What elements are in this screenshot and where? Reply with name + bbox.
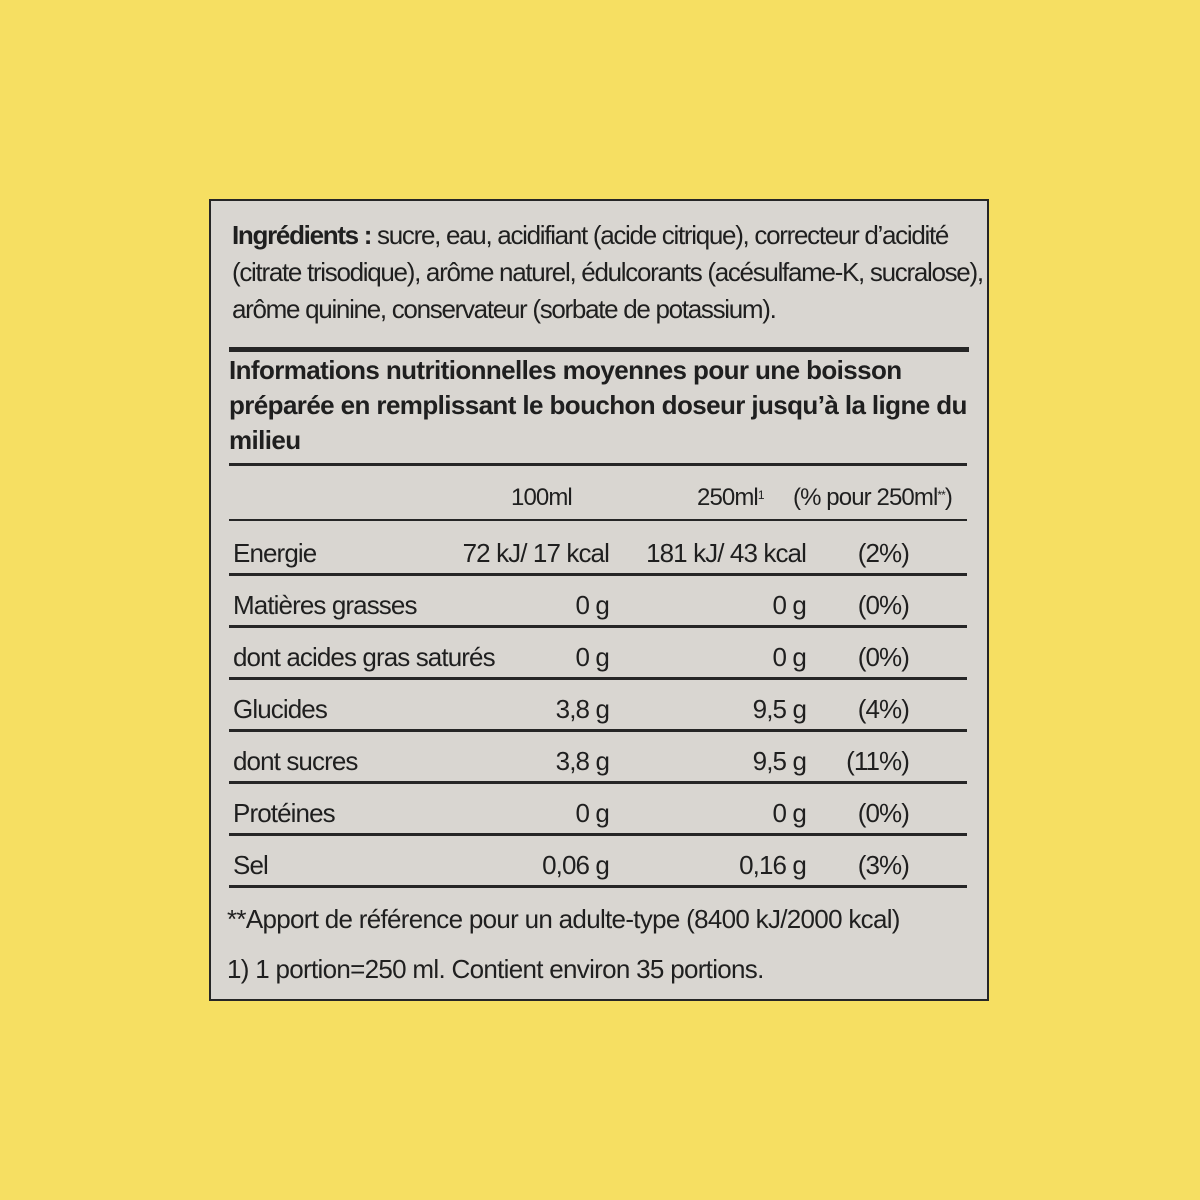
- row-value-250ml: 0 g: [772, 590, 806, 620]
- reference-footnote: **Apport de référence pour un adulte-type (8400 kJ/2000 kcal): [227, 904, 900, 934]
- row-divider: [229, 729, 967, 732]
- row-label: Protéines: [233, 798, 335, 828]
- nutrition-label: [209, 199, 989, 1001]
- row-value-250ml: 0 g: [772, 798, 806, 828]
- row-divider: [229, 833, 967, 836]
- ingredients-title: Ingrédients :: [232, 220, 372, 250]
- row-value-percent: (0%): [857, 590, 909, 620]
- columns-divider: [229, 519, 967, 521]
- row-value-250ml: 9,5 g: [752, 694, 806, 724]
- row-value-250ml: 0,16 g: [739, 850, 806, 880]
- footnote-marker-2: **: [937, 488, 945, 502]
- footnote-marker-1: 1: [757, 488, 764, 502]
- row-value-250ml: 9,5 g: [752, 746, 806, 776]
- ingredients-block: [232, 217, 984, 328]
- column-header-100ml: 100ml: [511, 484, 572, 511]
- portion-footnote: 1) 1 portion=250 ml. Contient environ 35 portions.: [227, 954, 764, 984]
- nutrition-title: Informations nutritionnelles moyennes pour une boisson préparée en remplissant le bouchon doseur jusqu’à la ligne du milieu: [229, 355, 967, 455]
- column-header-percent: (% pour 250ml**): [793, 484, 953, 511]
- row-value-250ml: 0 g: [772, 642, 806, 672]
- row-label: Energie: [233, 538, 317, 568]
- row-value-250ml: 181 kJ/ 43 kcal: [646, 538, 806, 568]
- row-value-percent: (4%): [857, 694, 909, 724]
- row-label: dont sucres: [233, 746, 358, 776]
- row-value-100ml: 0,06 g: [542, 850, 609, 880]
- row-value-100ml: 3,8 g: [555, 746, 609, 776]
- row-label: Sel: [233, 850, 268, 880]
- column-header-250ml: $250ml^1$: [697, 484, 764, 511]
- row-value-percent: (2%): [857, 538, 909, 568]
- row-divider: [229, 573, 967, 576]
- row-value-100ml: 0 g: [575, 642, 609, 672]
- thick-divider: [229, 347, 969, 352]
- ingredients-text: sucre, eau, acidifiant (acide citrique), correcteur d’acidité (citrate trisodique), arôme naturel, édulcorants (acésulfame-K, sucralose), arôme quinine, conservateur (sorbate de potassium).: [232, 220, 983, 324]
- row-divider: [229, 781, 967, 784]
- header-divider: [229, 463, 967, 466]
- row-divider: [229, 625, 967, 628]
- row-label: Matières grasses: [233, 590, 417, 620]
- row-value-100ml: 72 kJ/ 17 kcal: [462, 538, 609, 568]
- row-value-100ml: 0 g: [575, 590, 609, 620]
- row-value-percent: (0%): [857, 798, 909, 828]
- row-value-100ml: 3,8 g: [555, 694, 609, 724]
- row-value-percent: (3%): [857, 850, 909, 880]
- row-value-percent: (0%): [857, 642, 909, 672]
- row-label: Glucides: [233, 694, 327, 724]
- row-value-100ml: 0 g: [575, 798, 609, 828]
- row-value-percent: (11%): [846, 746, 909, 776]
- row-divider: [229, 885, 967, 888]
- row-divider: [229, 677, 967, 680]
- row-label: dont acides gras saturés: [233, 642, 495, 672]
